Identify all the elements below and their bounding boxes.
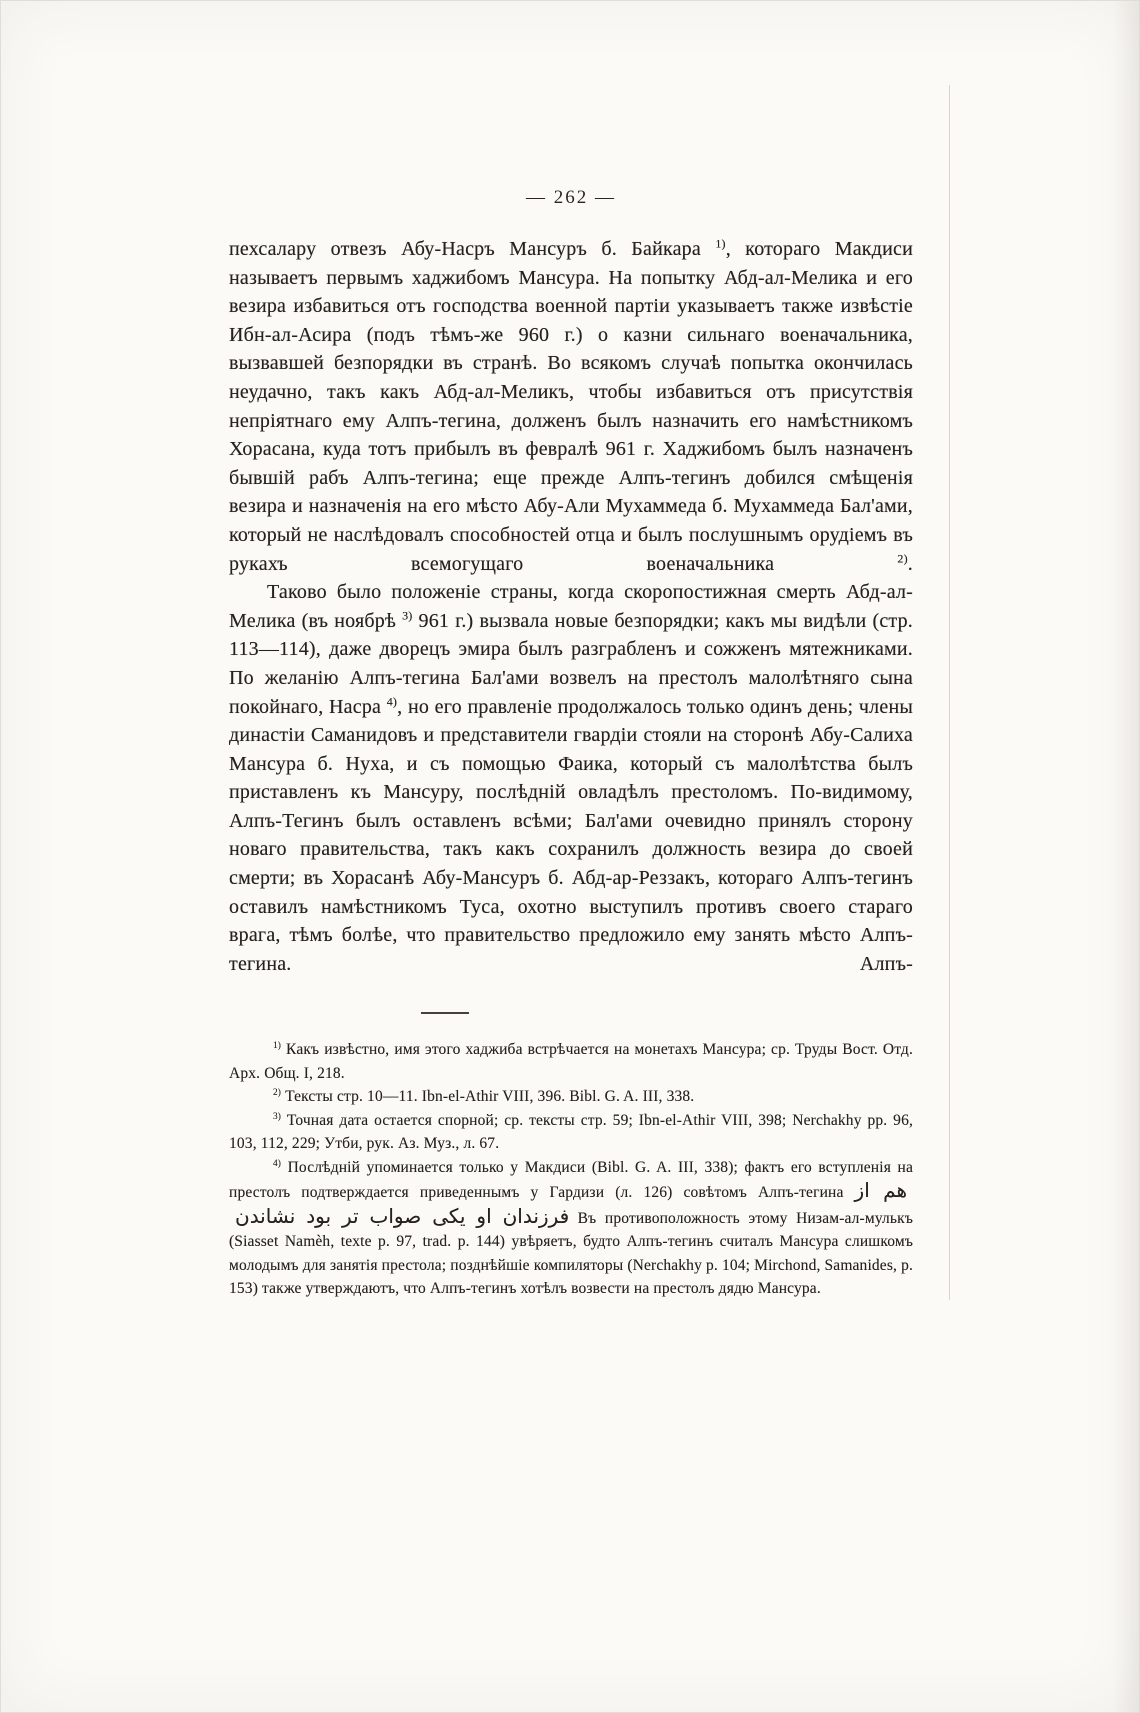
footnote: $^{3)}$ Точная дата остается спорной; ср. тексты стр. 59; Ibn-el-Athir VIII, 398; Nerchakhy pp. 96, 103, 112, 229; Утби, рук. Аз. Муз., л. 67. [229,1111,913,1153]
footnote-reference: 2) [897,550,908,565]
footnote-reference: 4) [386,693,398,708]
footnote-separator-rule [421,1012,469,1014]
footnote: $^{4)}$ Послѣдній упоминается только у Макдиси (Bibl. G. A. III, 338); фактъ его вступленія на престолъ подтверждается приведеннымъ у Гардизи (л. 126) совѣтомъ Алпъ-тегина هم از فرزندان او يكى صواب تر بود نشاندن Въ противоположность этому Низам-ал-мулькъ (Siasset Namèh, texte p. 97, trad. p. 144) увѣряетъ, будто Алпъ-тегинъ считалъ Мансура слишкомъ молодымъ для занятія престола; позднѣйшіе компиляторы (Nerchakhy p. 104; Mirchond, Samanides, p. 153) также утверждаютъ, что Алпъ-тегинъ хотѣлъ возвести на престолъ дядю Мансура. [229,1158,913,1298]
footnote-reference: 4) [273,1158,282,1169]
footnote-reference: 3) [273,1111,282,1122]
footnote-reference: 1) [715,236,726,251]
footnote-reference: 3) [402,608,413,623]
page-number: — 262 — [526,187,616,208]
scan-artifact-line [949,85,950,1300]
footnote: $^{1)}$ Какъ извѣстно, имя этого хаджиба встрѣчается на монетахъ Мансура; ср. Труды Вост. Отд. Арх. Общ. I, 218. [229,1041,913,1082]
text-block [229,187,913,1301]
footnote-reference: 1) [273,1041,282,1052]
arabic-quotation: هم از فرزندان او يكى صواب تر بود نشاندن [235,1178,907,1228]
body-paragraph: Таково было положеніе страны, когда скоропостижная смерть Абд-ал-Мелика (въ ноябрѣ $^{3)}$ 961 г.) вызвала новые безпорядки; какъ мы видѣли (стр. 113—114), даже дворецъ эмира былъ разграбленъ и сожженъ мятежниками. По желанію Алпъ-тегина Бал'ами возвелъ на престолъ малолѣтняго сына покойнаго, Насра $^{4)}$, но его правленіе продолжалось только одинъ день; члены династіи Саманидовъ и представители гвардіи стояли на сторонѣ Абу-Салиха Мансура б. Нуха, и съ помощью Фаика, который съ малолѣтства былъ приставленъ къ Мансуру, послѣдній овладѣлъ престоломъ. По-видимому, Алпъ-Тегинъ былъ оставленъ всѣми; Бал'ами очевидно принялъ сторону новаго правительства, такъ какъ сохранилъ должность везира до своей смерти; въ Хорасанѣ Абу-Мансуръ б. Абд-ар-Реззакъ, котораго Алпъ-тегинъ оставилъ намѣстникомъ Туса, охотно выступилъ противъ своего стараго врага, тѣмъ болѣе, что правительство предложило ему занять мѣсто Алпъ-тегина. Алпъ- [229,581,913,975]
footnote-reference: 2) [273,1088,282,1099]
footnotes-section [229,1038,913,1301]
scan-edge-shade [1113,1,1139,1712]
body-paragraph: пехсалару отвезъ Абу-Насръ Мансуръ б. Байкара $^{1)}$, котораго Макдиси называетъ первымъ хаджибомъ Мансура. На попытку Абд-ал-Мелика и его везира избавиться отъ господства военной партіи указываетъ также извѣстіе Ибн-ал-Асира (подъ тѣмъ-же 960 г.) о казни сильнаго военачальника, вызвавшей безпорядки въ странѣ. Во всякомъ случаѣ попытка окончилась неудачно, такъ какъ Абд-ал-Меликъ, чтобы избавиться отъ присутствія непріятнаго ему Алпъ-тегина, долженъ былъ назначить его намѣстникомъ Хорасана, куда тотъ прибылъ въ февралѣ 961 г. Хаджибомъ былъ назначенъ бывшій рабъ Алпъ-тегина; еще прежде Алпъ-тегинъ добился смѣщенія везира и назначенія на его мѣсто Абу-Али Мухаммеда б. Мухаммеда Бал'ами, который не наслѣдовалъ способностей отца и былъ послушнымъ орудіемъ въ рукахъ всемогущаго военачальника $^{2)}$. [229,236,913,575]
footnote: $^{2)}$ Тексты стр. 10—11. Ibn-el-Athir VIII, 396. Bibl. G. A. III, 338. [273,1088,695,1106]
